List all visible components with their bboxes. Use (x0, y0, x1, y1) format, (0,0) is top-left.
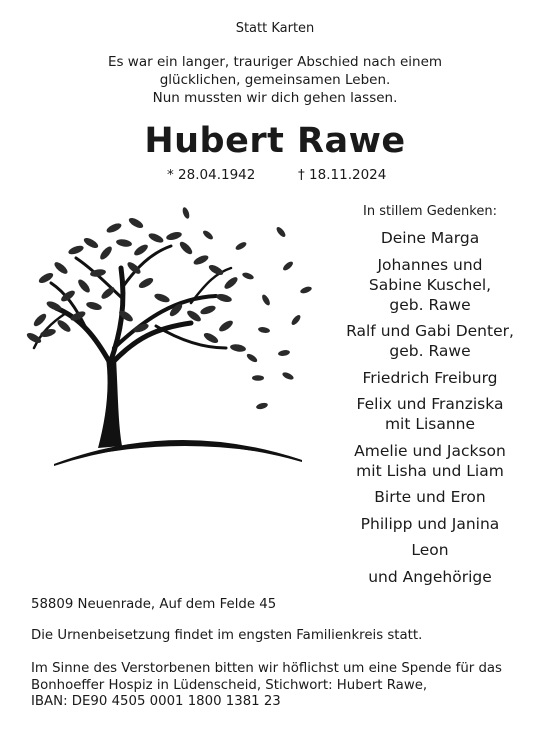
mourners-list (330, 204, 530, 593)
intro-line: Es war ein langer, trauriger Abschied nach einem (107, 54, 443, 70)
mourner-line: Sabine Kuschel, (368, 275, 492, 294)
mourner-line: Friedrich Freiburg (362, 368, 498, 387)
mourner-entry (330, 487, 530, 507)
address-text: 58809 Neuenrade, Auf dem Felde 45 (31, 597, 277, 612)
intro-text (0, 53, 550, 107)
mourner-entry (330, 228, 530, 248)
mourner-line: geb. Rawe (389, 342, 471, 360)
mourner-entry (330, 567, 530, 587)
mourner-line: Felix und Franziska (356, 395, 504, 413)
mourner-line: Amelie und Jackson (354, 441, 506, 460)
donation-line: IBAN: DE90 4505 0001 1800 1381 23 (31, 694, 281, 709)
deceased-name: Hubert Rawe (144, 121, 406, 161)
donation-line: Bonhoeffer Hospiz in Lüdenscheid, Stichwort: Hubert Rawe, (31, 677, 428, 693)
mourner-entry (330, 514, 530, 534)
mourner-entry (330, 540, 530, 560)
mourner-line: und Angehörige (368, 567, 492, 586)
urn-burial-text: Die Urnenbeisetzung findet im engsten Familienkreis statt. (31, 628, 423, 643)
mourners-heading: In stillem Gedenken: (363, 204, 497, 219)
mourner-line: Birte und Eron (374, 488, 486, 506)
intro-line: glücklichen, gemeinsamen Leben. (159, 72, 391, 88)
donation-line: Im Sinne des Verstorbenen bitten wir höflichst um eine Spende für das (31, 661, 502, 676)
mourner-line: Leon (411, 541, 449, 559)
death-date: † 18.11.2024 (298, 167, 387, 183)
mourner-line: Johannes und (377, 255, 483, 274)
mourner-line: Philipp und Janina (360, 514, 500, 533)
mourner-line: Deine Marga (380, 229, 480, 247)
mourner-line: mit Lisha und Liam (356, 461, 504, 480)
mourner-entry (330, 394, 530, 434)
mourner-line: Ralf und Gabi Denter, (346, 322, 514, 340)
mourner-entry (330, 321, 530, 361)
birth-date: * 28.04.1942 (167, 167, 256, 183)
mourner-line: mit Lisanne (384, 415, 476, 433)
mourner-entry (330, 255, 530, 315)
mourner-line: geb. Rawe (389, 295, 471, 314)
tree-with-falling-leaves-icon (26, 198, 316, 476)
statt-karten-label: Statt Karten (235, 21, 315, 36)
donation-text (31, 661, 531, 711)
intro-line: Nun mussten wir dich gehen lassen. (152, 90, 398, 106)
mourner-entry (330, 368, 530, 388)
mourner-entry (330, 441, 530, 481)
